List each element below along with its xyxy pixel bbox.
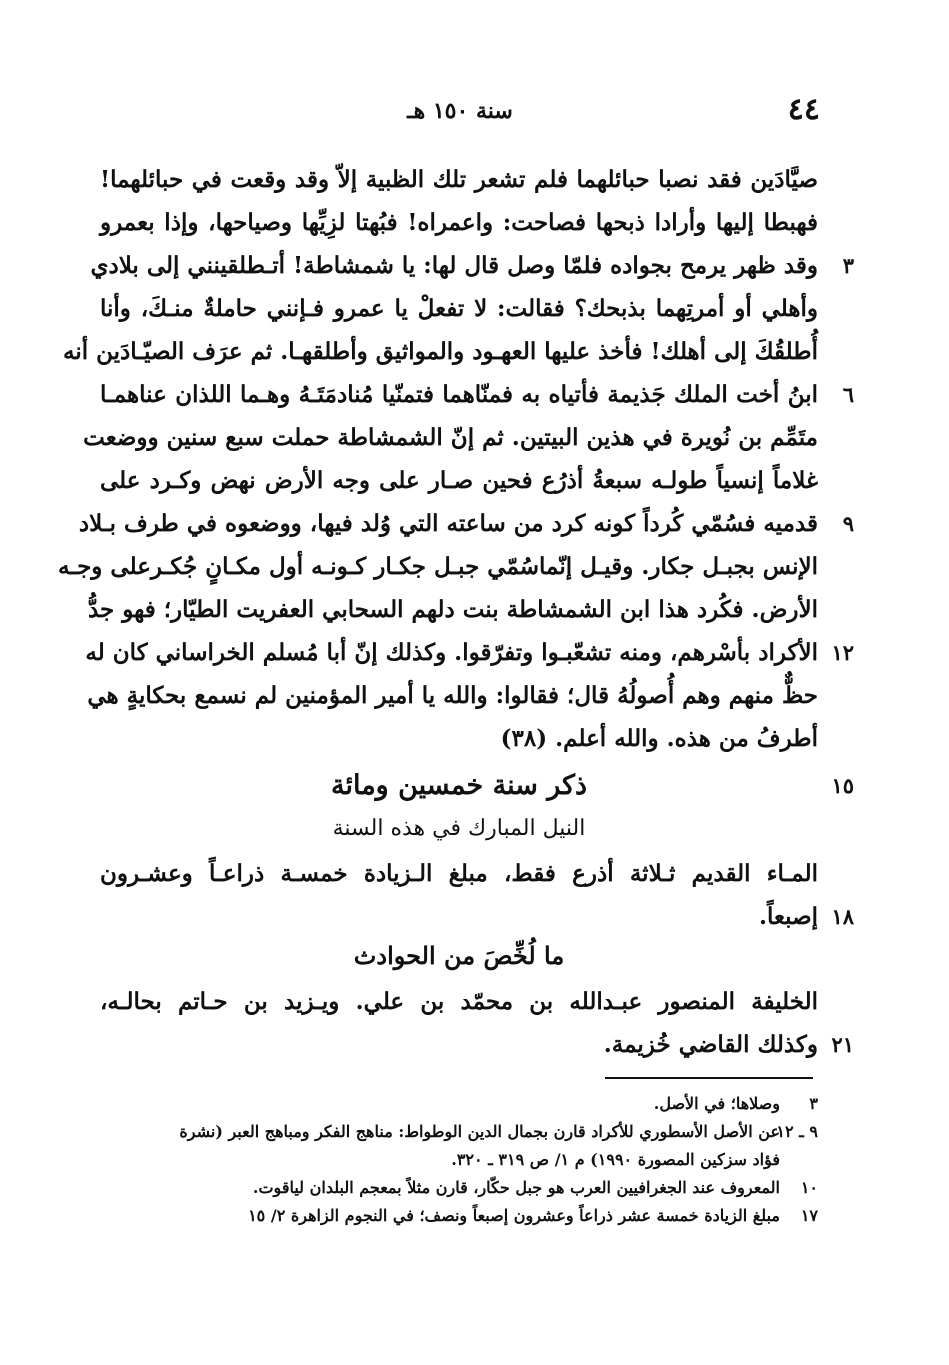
- footnotes: [100, 1090, 818, 1230]
- footnote-divider: [605, 1077, 813, 1079]
- footnote: [100, 1090, 818, 1118]
- events-heading: ما لُخِّصَ من الحوادث: [353, 941, 565, 970]
- text-line: الأرض. فكُرد هذا ابن الشمشاطة بنت دلهم السحابي العفريت الطيّار؛ فهو جدُّ: [87, 596, 818, 623]
- section-heading: ذكر سنة خمسين ومائة ١٥: [100, 766, 818, 806]
- text-line: ابنُ أخت الملك جَذيمة فأتياه به فمنّاهما فتمنّيا مُنادمَتَـهُ وهـما اللذان عناهمـا ٦: [100, 373, 818, 416]
- line-number: ٦: [842, 382, 854, 407]
- line-number: ٩: [842, 511, 854, 536]
- footnote: [100, 1146, 818, 1174]
- text-line: إصبعاً. ١٨: [100, 895, 818, 938]
- footnote-number: ٩ ـ ١٢: [776, 1122, 818, 1141]
- page-number: ٤٤: [787, 92, 820, 127]
- text-line: حظٌّ منهم وهم أُصولُهُ قال؛ فقالوا: والله يا أمير المؤمنين لم نسمع بحكايةٍ هي: [87, 682, 818, 709]
- text-line: الإنس بجبـل جكار. وقيـل إنّماسُمّي جبـل جكـار كـونـه أول مكـانٍ جُكـرعلى وجـه: [58, 553, 818, 580]
- footnote-text: عن الأصل الأسطوري للأكراد قارن بجمال الدين الوطواط: مناهج الفكر ومباهج العبر (نشرة: [179, 1122, 780, 1141]
- line-number: ٣: [842, 253, 854, 278]
- text-line: الأكراد بأسْرهم، ومنه تشعّبـوا وتفرّقوا. وكذلك إنّ أبا مُسلم الخراساني كان له ١٢: [100, 631, 818, 674]
- text-line: الخليفة المنصور عبـدالله بن محمّد بن علي. ويـزيد بن حـاتم بحالـه،: [100, 988, 818, 1015]
- footnote: [100, 1174, 818, 1202]
- footnote: [100, 1118, 818, 1146]
- footnote-number: ١٠: [800, 1178, 818, 1197]
- text-line: أطرفُ من هذه. والله أعلم. (٣٨): [500, 725, 818, 752]
- text-line: غلاماً إنسياً طولـه سبعةُ أذرُع فحين صـار على وجه الأرض نهض وكـرد على: [100, 467, 818, 494]
- text-line: المـاء القديم ثـلاثة أذرع فقط، مبلغ الـزيادة خمسـة ذراعـاً وعشـرون: [100, 860, 818, 887]
- footnote-text: المعروف عند الجغرافيين العرب هو جبل حكّار، قارن مثلاً بمعجم البلدان لياقوت.: [252, 1178, 780, 1197]
- nile-text-block: [100, 852, 854, 938]
- footnote-number: ٣: [809, 1094, 818, 1113]
- text-line: متَمِّم بن نُويرة في هذين البيتين. ثم إنّ الشمشاطة حملت سبع سنين ووضعت: [83, 424, 818, 451]
- footnote-text: وصلاها؛ في الأصل.: [653, 1094, 780, 1113]
- page-header: [100, 92, 820, 132]
- text-line: قدميه فسُمّي كُرداً كونه كرد من ساعته التي وُلد فيها، ووضعوه في طرف بـلاد ٩: [100, 502, 818, 545]
- text-line: وقد ظهر يرمح بجواده فلمّا وصل قال لها: يا شمشاطة! أتـطلقينني إلى بلادي ٣: [100, 244, 818, 287]
- text-line: أُطلقُكَ إلى أهلك! فأخذ عليها العهـود والمواثيق وأطلقهـا. ثم عرَف الصيّـادَين أنه: [62, 338, 818, 365]
- line-number: ١٥: [831, 773, 854, 798]
- text-line: صيَّادَين فقد نصبا حبائلهما فلم تشعر تلك الظبية إلاّ وقد وقعت في حبائلهما!: [100, 166, 818, 193]
- line-number: ٢١: [831, 1032, 854, 1057]
- running-title: سنة ١٥٠ هـ: [407, 98, 513, 124]
- footnote-text: فؤاد سزكين المصورة ١٩٩٠) م ١/ ص ٣١٩ ـ ٣٢٠.: [451, 1150, 780, 1169]
- line-number: ١٢: [831, 640, 854, 665]
- text-line: وكذلك القاضي خُزيمة. ٢١: [100, 1023, 818, 1066]
- text-line: فهبطا إليها وأرادا ذبحها فصاحت: واعمراه! فبُهتا لزِيِّها وصياحها، وإذا بعمرو: [100, 209, 818, 236]
- footnote: [100, 1202, 818, 1230]
- text-line: وأهلي أو أمرتِهما بذبحك؟ فقالت: لا تفعلْ يا عمرو فـإنني حاملةٌ منـكَ، وأنا: [100, 295, 818, 322]
- footnote-number: ١٧: [800, 1206, 818, 1225]
- section-subheading: النيل المبارك في هذه السنة: [332, 816, 586, 841]
- events-text-block: [100, 980, 854, 1066]
- footnote-text: مبلغ الزيادة خمسة عشر ذراعاً وعشرون إصبعاً ونصف؛ في النجوم الزاهرة ٢/ ١٥: [248, 1206, 780, 1225]
- line-number: ١٨: [831, 904, 854, 929]
- main-text-block: [58, 158, 854, 760]
